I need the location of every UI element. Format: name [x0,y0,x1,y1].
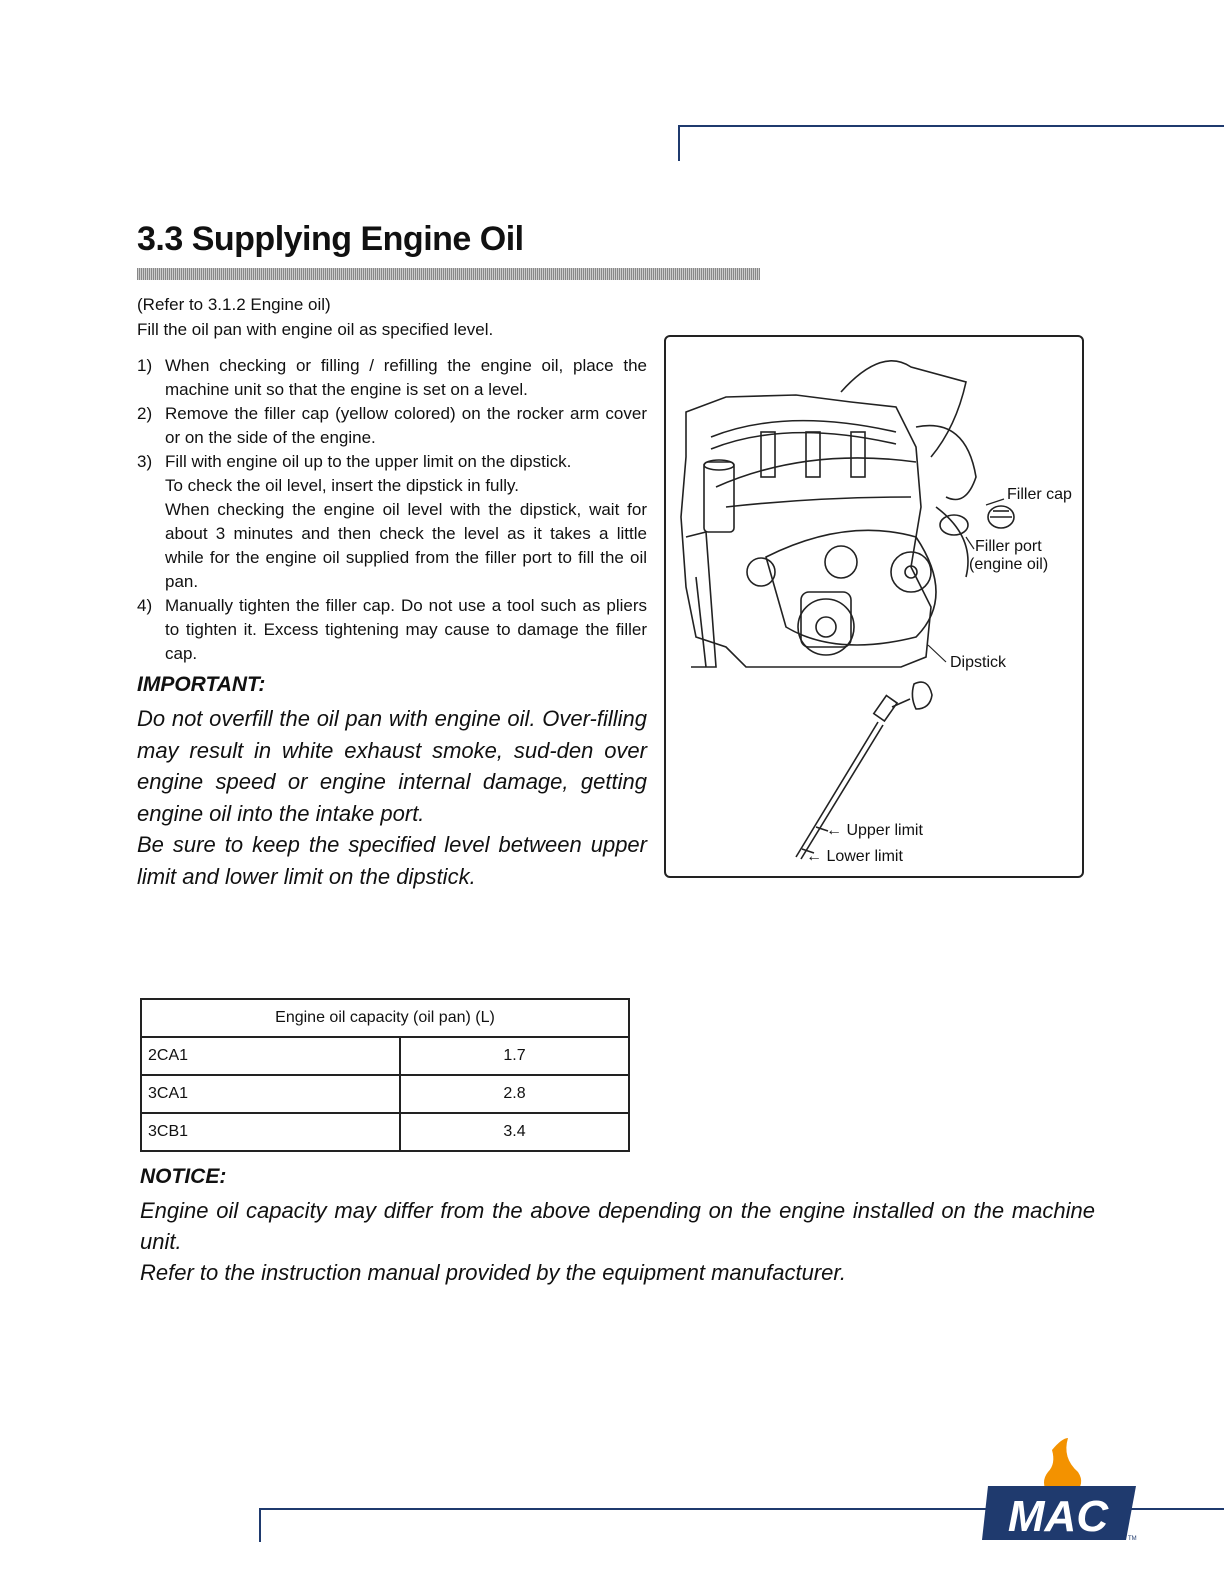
header-rule [678,125,1224,127]
step-text-2: To check the oil level, insert the dipstick in fully. [165,476,520,495]
notice-paragraph-1: Engine oil capacity may differ from the above depending on the engine installed on the machine unit. [140,1198,1095,1254]
step-4 [137,594,647,666]
intro [137,292,493,342]
lower-limit-label: ← Lower limit [806,848,903,865]
important-paragraph-2: Be sure to keep the specified level between upper limit and lower limit on the dipstick. [137,832,647,889]
page-title: 3.3 Supplying Engine Oil [137,220,524,258]
engine-illustration [666,337,1084,878]
filler-port-sublabel: (engine oil) [969,556,1049,573]
step-1 [137,354,647,402]
notice-heading: NOTICE: [140,1165,227,1188]
footer-rule-tick [259,1508,261,1542]
table-header-row [141,999,629,1037]
model-cell: 2CA1 [141,1037,400,1075]
logo-text: MAC [1007,1492,1109,1541]
logo-trademark: TM [1128,1536,1137,1542]
notice-paragraph-2: Refer to the instruction manual provided by the equipment manufacturer. [140,1260,847,1285]
notice-body [140,1195,1095,1288]
step-text: When checking or filling / refilling the engine oil, place the machine unit so that the engine is set on a level. [165,356,647,399]
capacity-cell: 1.7 [400,1037,629,1075]
title-underline [137,268,760,280]
important-body [137,703,647,892]
step-number: 4) [137,596,153,615]
mac-logo [982,1438,1142,1543]
table-row [141,1113,629,1151]
step-2 [137,402,647,450]
step-number: 2) [137,404,153,423]
capacity-cell: 2.8 [400,1075,629,1113]
header-rule-tick [678,125,680,161]
reference-note: (Refer to 3.1.2 Engine oil) [137,295,331,314]
instruction-line: Fill the oil pan with engine oil as specified level. [137,320,494,339]
upper-limit-label: ← Upper limit [826,822,923,839]
model-cell: 3CB1 [141,1113,400,1151]
capacity-cell: 3.4 [400,1113,629,1151]
important-paragraph-1: Do not overfill the oil pan with engine oil. Over-filling may result in white exhaust smoke, sud-den over engine speed or engine internal damage, getting engine oil into the intake port. [137,706,647,826]
dipstick-label: Dipstick [950,654,1007,671]
step-number: 3) [137,452,153,471]
step-number: 1) [137,356,153,375]
oil-capacity-table [140,998,630,1152]
step-text: Remove the filler cap (yellow colored) on the rocker arm cover or on the side of the engine. [165,404,647,447]
table-header: Engine oil capacity (oil pan) (L) [141,999,629,1037]
step-text: Manually tighten the filler cap. Do not use a tool such as pliers to tighten it. Excess tightening may cause to damage the filler cap. [165,596,647,663]
step-text: Fill with engine oil up to the upper limit on the dipstick. [165,452,572,471]
table-row [141,1075,629,1113]
table-row [141,1037,629,1075]
model-cell: 3CA1 [141,1075,400,1113]
important-heading: IMPORTANT: [137,673,266,696]
engine-figure [664,335,1084,878]
step-3 [137,450,647,594]
filler-cap-label: Filler cap [1007,486,1072,503]
step-list [137,354,647,666]
step-text-3: When checking the engine oil level with the dipstick, wait for about 3 minutes and then check the level as it takes a little while for the engine oil supplied from the filler port to fill the oil pan. [165,500,647,591]
filler-port-label: Filler port [975,538,1042,555]
